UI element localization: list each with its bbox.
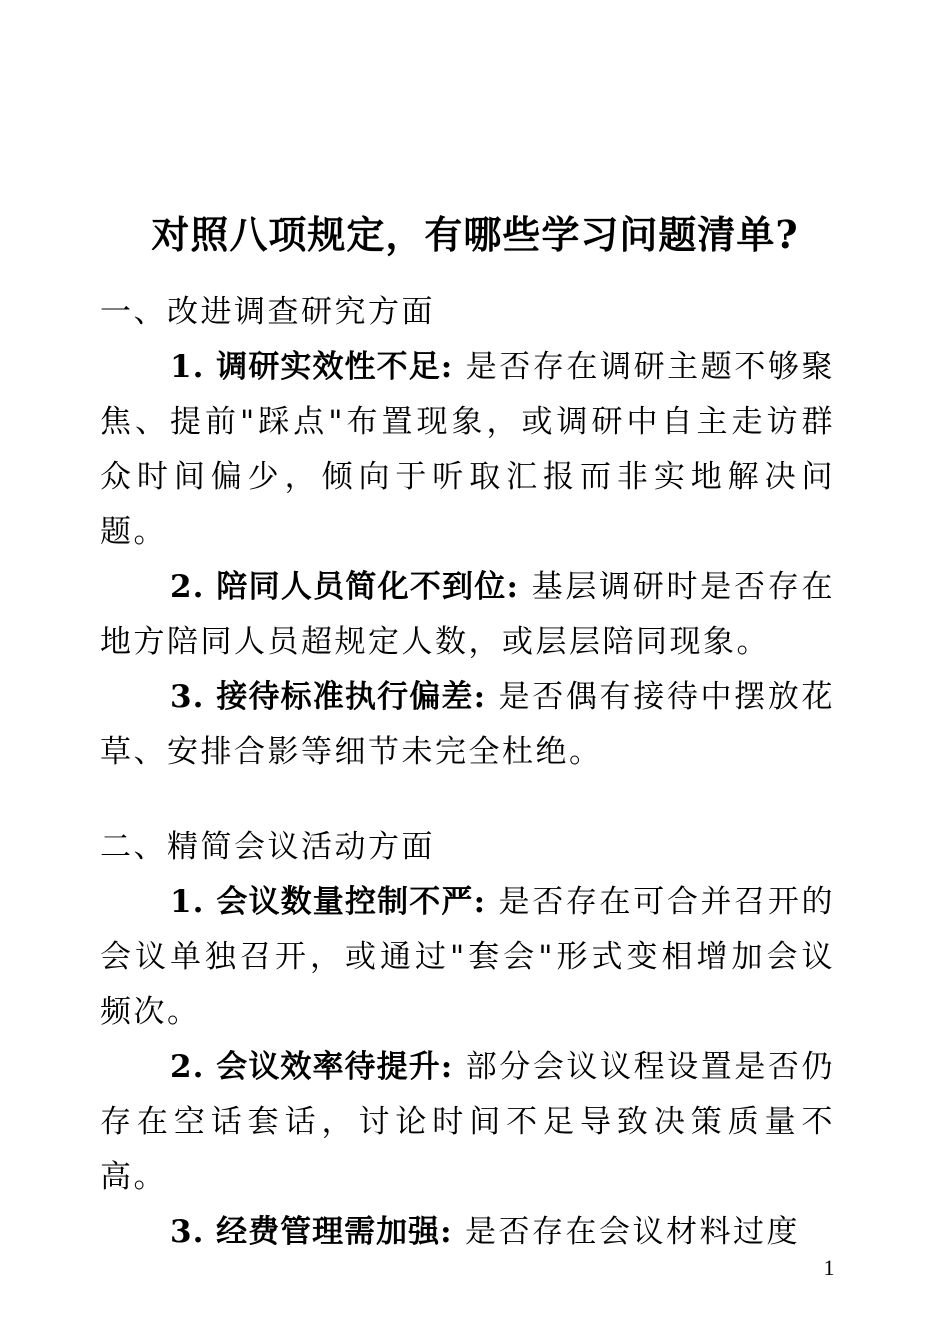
list-item (100, 560, 835, 670)
list-item (100, 340, 835, 560)
item-text: 是否存在可合并召开的会议单独召开，或通过"套会"形式变相增加会议频次。 (100, 884, 835, 1030)
item-label: 1. 调研实效性不足: (170, 349, 454, 385)
item-text: 基层调研时是否存在地方陪同人员超规定人数，或层层陪同现象。 (100, 569, 835, 660)
list-item (100, 670, 835, 780)
section-heading: 一、改进调查研究方面 (100, 294, 435, 330)
item-text: 是否存在会议材料过度 (464, 1214, 800, 1250)
section-2 (100, 820, 835, 1260)
item-text: 是否存在调研主题不够聚焦、提前"踩点"布置现象，或调研中自主走访群众时间偏少，倾向于听取汇报而非实地解决问题。 (100, 349, 835, 550)
page-number: 1 (823, 1255, 835, 1280)
list-item (100, 1205, 835, 1260)
item-text: 部分会议议程设置是否仍存在空话套话，讨论时间不足导致决策质量不高。 (100, 1049, 835, 1195)
section-1 (100, 285, 835, 780)
document-body (100, 285, 835, 1260)
item-label: 3. 经费管理需加强: (170, 1214, 453, 1250)
list-item (100, 875, 835, 1040)
item-text: 是否偶有接待中摆放花草、安排合影等细节未完全杜绝。 (100, 679, 835, 770)
item-label: 3. 接待标准执行偏差: (170, 679, 487, 715)
section-spacer (100, 780, 835, 820)
item-label: 2. 会议效率待提升: (170, 1049, 454, 1085)
item-label: 1. 会议数量控制不严: (170, 884, 487, 920)
section-heading: 二、精简会议活动方面 (100, 829, 435, 865)
item-label: 2. 陪同人员简化不到位: (170, 569, 519, 605)
page-title: 对照八项规定，有哪些学习问题清单? (151, 212, 799, 257)
list-item (100, 1040, 835, 1205)
